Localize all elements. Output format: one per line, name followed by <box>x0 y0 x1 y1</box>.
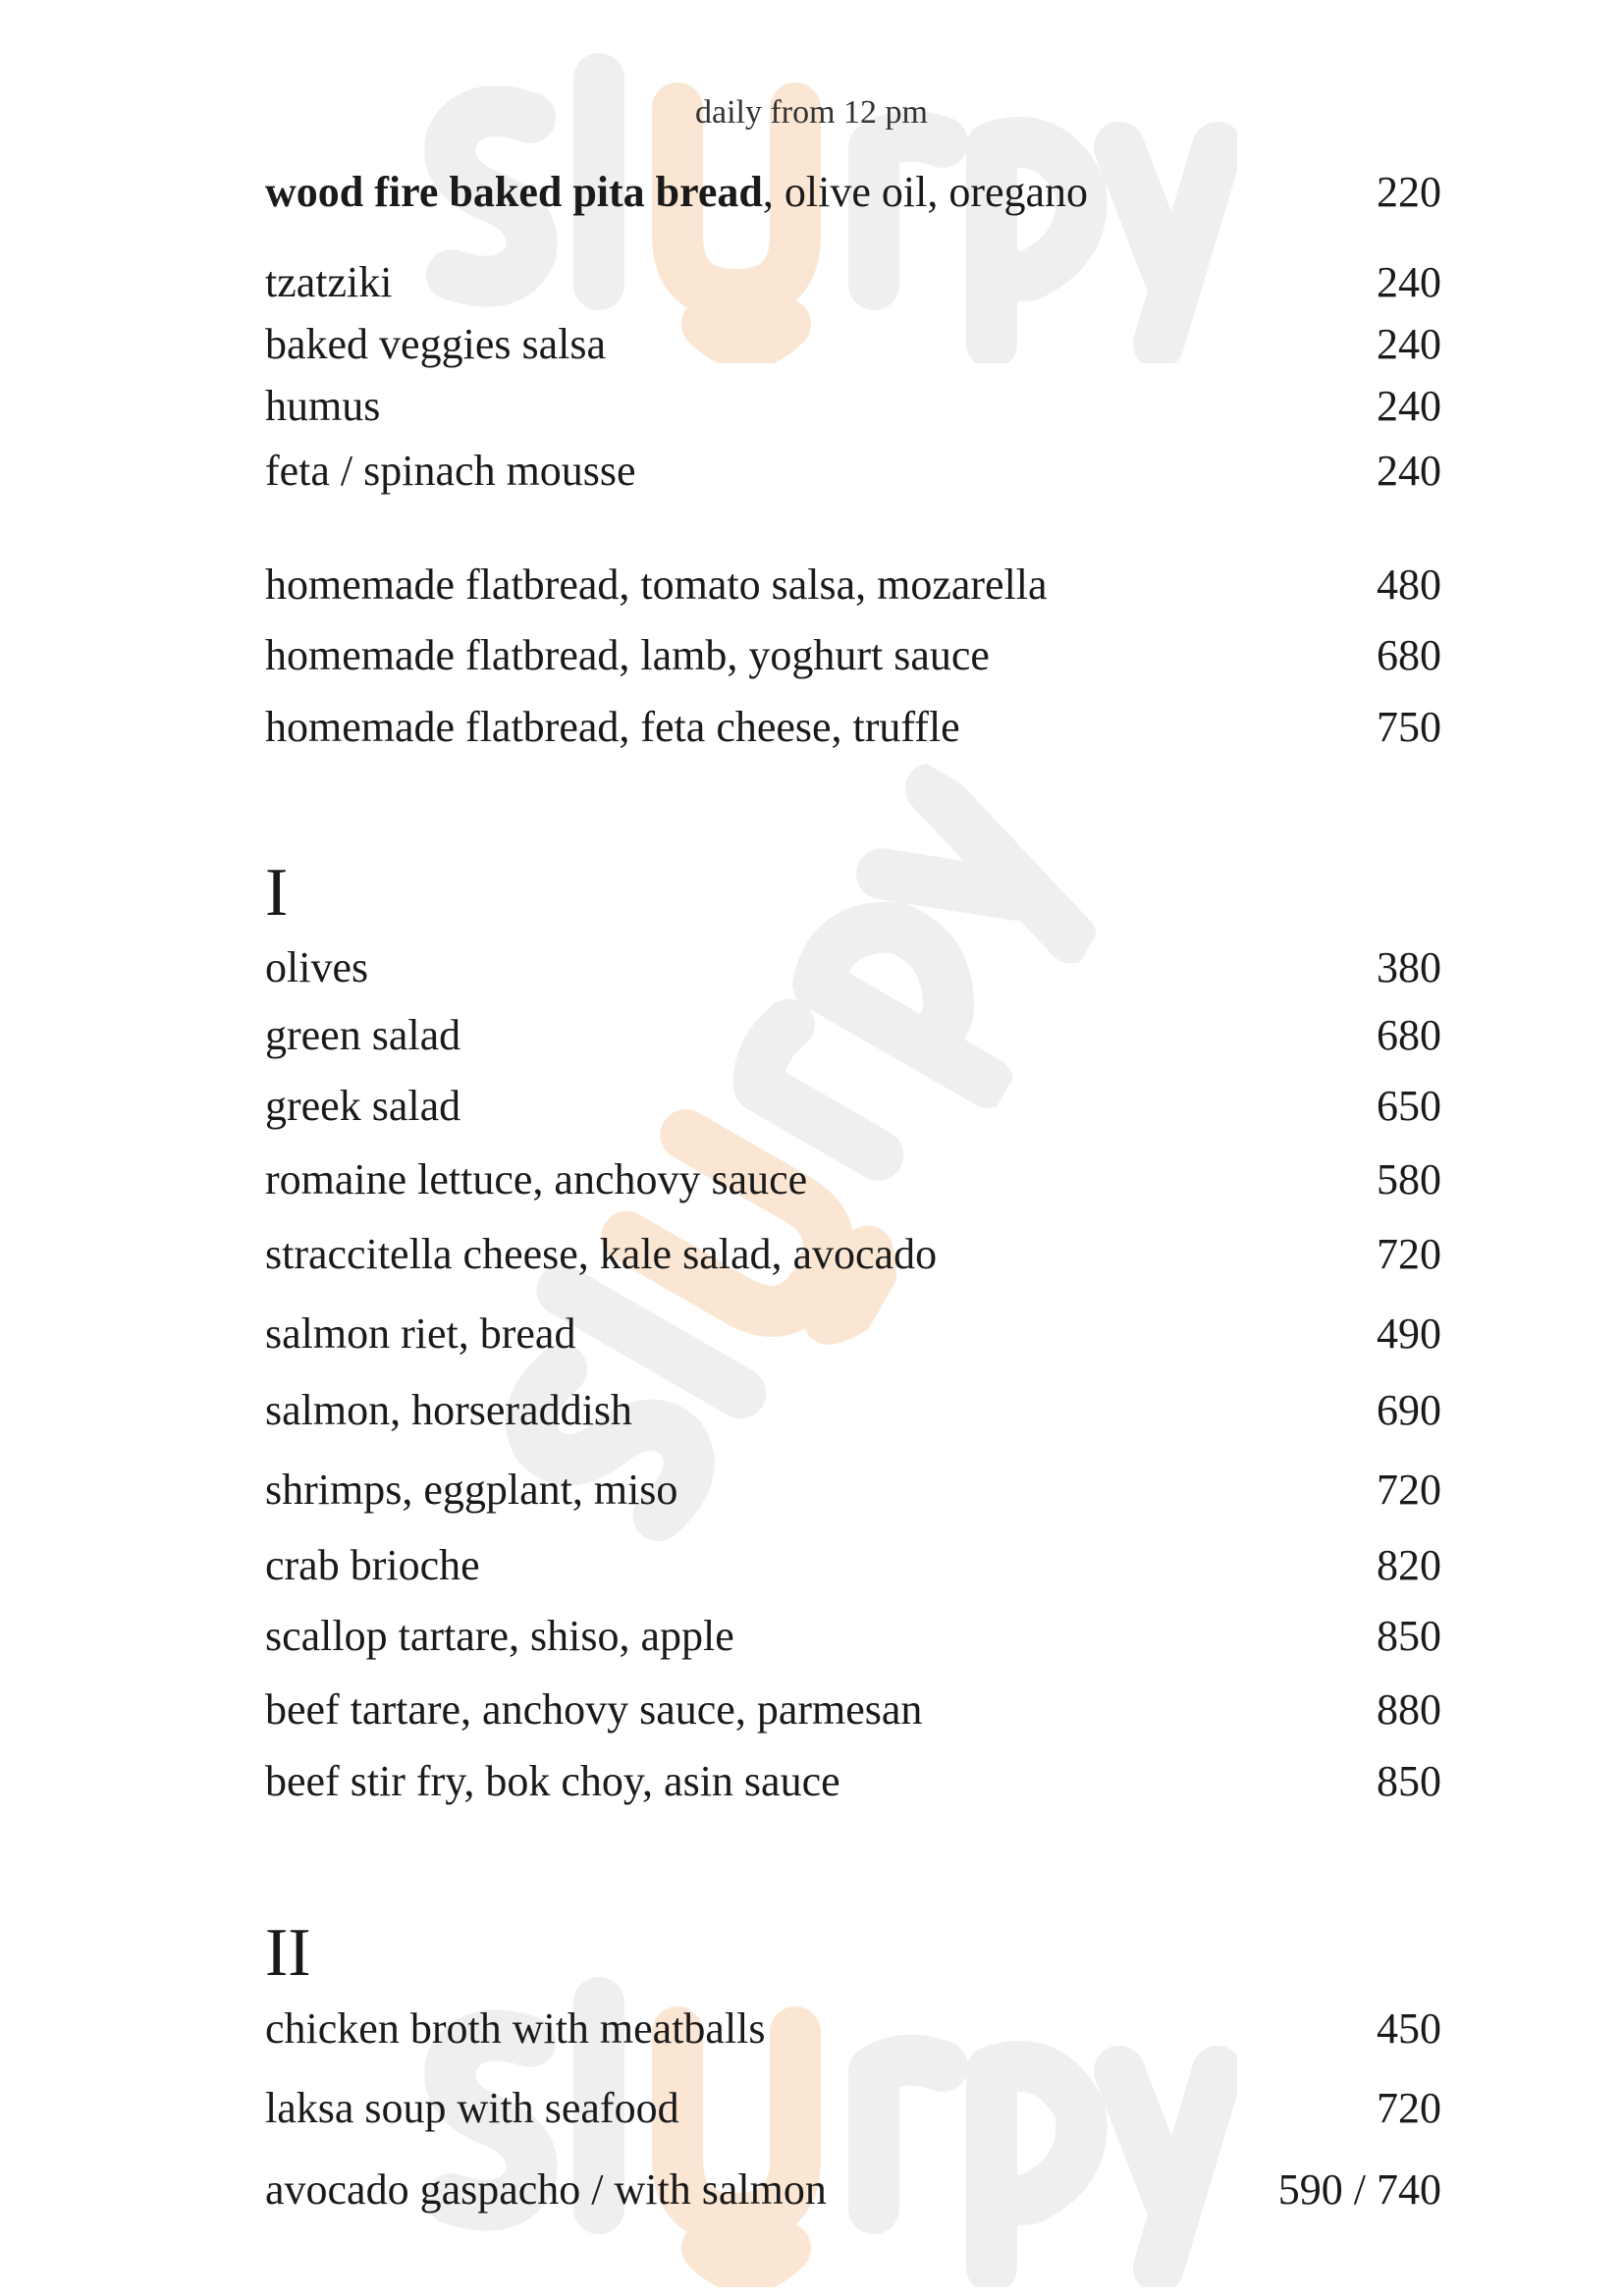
menu-item <box>265 1385 1441 1436</box>
item-price: 220 <box>1377 168 1441 216</box>
menu-item <box>265 2083 1441 2134</box>
menu-item <box>265 1540 1441 1591</box>
item-price: 720 <box>1377 1466 1441 1514</box>
menu-item <box>265 1756 1441 1807</box>
item-price: 850 <box>1377 1612 1441 1660</box>
item-price: 240 <box>1377 320 1441 368</box>
menu-item <box>265 1308 1441 1360</box>
item-price: 240 <box>1377 382 1441 430</box>
menu-hours-header: daily from 12 pm <box>694 94 929 131</box>
item-price: 850 <box>1377 1757 1441 1805</box>
item-name: avocado gaspacho / with salmon <box>265 2165 827 2214</box>
item-name: green salad <box>265 1011 461 1059</box>
menu-item <box>265 446 1441 497</box>
menu-item-pita-bread <box>265 167 1441 218</box>
menu-item <box>265 1229 1441 1280</box>
menu-item <box>265 702 1441 753</box>
item-name: feta / spinach mousse <box>265 447 636 495</box>
item-name: beef tartare, anchovy sauce, parmesan <box>265 1685 923 1734</box>
item-name: beef stir fry, bok choy, asin sauce <box>265 1757 840 1805</box>
item-name: homemade flatbread, feta cheese, truffle <box>265 703 960 751</box>
menu-item <box>265 942 1441 993</box>
item-name: homemade flatbread, lamb, yoghurt sauce <box>265 631 990 679</box>
item-price: 450 <box>1377 2004 1441 2053</box>
item-name: humus <box>265 382 381 430</box>
item-name: salmon, horseraddish <box>265 1386 632 1434</box>
item-price: 720 <box>1377 1230 1441 1278</box>
menu-item <box>265 257 1441 308</box>
item-price: 580 <box>1377 1155 1441 1203</box>
item-name <box>265 167 1088 218</box>
item-price: 820 <box>1377 1541 1441 1589</box>
item-name: tzatziki <box>265 258 393 306</box>
item-price: 490 <box>1377 1309 1441 1358</box>
item-price: 680 <box>1377 631 1441 679</box>
menu-item <box>265 1081 1441 1132</box>
item-name: romaine lettuce, anchovy sauce <box>265 1155 808 1203</box>
menu-item <box>265 381 1441 432</box>
item-name: baked veggies salsa <box>265 320 606 368</box>
item-name: greek salad <box>265 1082 461 1130</box>
menu-item <box>265 1684 1441 1735</box>
item-name: chicken broth with meatballs <box>265 2004 766 2053</box>
section-title: I <box>265 855 289 931</box>
menu-item <box>265 1465 1441 1516</box>
item-name: shrimps, eggplant, miso <box>265 1466 678 1514</box>
item-name: salmon riet, bread <box>265 1309 576 1358</box>
item-name: straccitella cheese, kale salad, avocado <box>265 1230 938 1278</box>
item-name: crab brioche <box>265 1541 480 1589</box>
item-price: 690 <box>1377 1386 1441 1434</box>
item-price: 650 <box>1377 1082 1441 1130</box>
item-price: 880 <box>1377 1685 1441 1734</box>
menu-item <box>265 2003 1441 2055</box>
item-name: laksa soup with seafood <box>265 2084 679 2132</box>
section-title: II <box>265 1915 311 1991</box>
item-price: 720 <box>1377 2084 1441 2132</box>
item-name-rest: , olive oil, oregano <box>762 168 1089 216</box>
item-price: 380 <box>1377 943 1441 991</box>
item-name: homemade flatbread, tomato salsa, mozarella <box>265 561 1048 609</box>
item-name-bold: wood fire baked pita bread <box>265 168 763 216</box>
menu-item <box>265 630 1441 681</box>
item-name: olives <box>265 943 369 991</box>
menu-item <box>265 1611 1441 1662</box>
item-price: 480 <box>1377 561 1441 609</box>
item-price: 590 / 740 <box>1277 2165 1441 2214</box>
item-name: scallop tartare, shiso, apple <box>265 1612 734 1660</box>
item-price: 240 <box>1377 447 1441 495</box>
menu-item <box>265 560 1441 611</box>
menu-item <box>265 319 1441 370</box>
item-price: 750 <box>1377 703 1441 751</box>
item-price: 240 <box>1377 258 1441 306</box>
menu-item <box>265 1010 1441 1061</box>
menu-item <box>265 2164 1441 2216</box>
menu-item <box>265 1154 1441 1205</box>
item-price: 680 <box>1377 1011 1441 1059</box>
